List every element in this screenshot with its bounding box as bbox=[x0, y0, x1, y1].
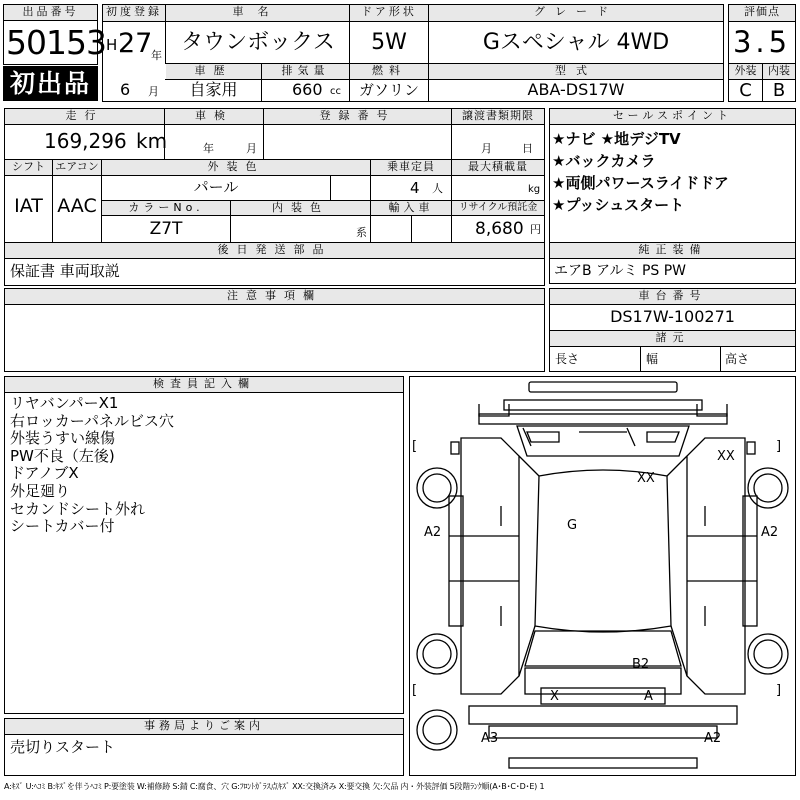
rear-step bbox=[509, 758, 697, 768]
length-label: 長さ bbox=[555, 352, 580, 366]
transfer-label: 譲渡書類期限 bbox=[452, 109, 544, 124]
legend: A:ｷｽﾞ U:ﾍｺﾐ B:ｷｽﾞを伴うﾍｺﾐ P:要塗装 W:補修跡 S:錆 C:腐食、穴 G:ﾌﾛﾝﾄｶﾞﾗｽ点ｷｽﾞ XX:交換済み X:要交換 欠:欠品 内・外装評価 5段階ﾗﾝｸ順(A･B･C･D･E) 1 bbox=[4, 782, 545, 791]
std-equipment: エアB アルミ PS PW bbox=[554, 263, 687, 279]
front-grille bbox=[504, 400, 702, 410]
height-label: 高さ bbox=[725, 352, 750, 366]
fuel: ガソリン bbox=[358, 81, 419, 99]
rear-glass bbox=[525, 631, 681, 666]
sales-point-3: ★両側パワースライドドア bbox=[552, 174, 729, 192]
mark-a2-right: A2 bbox=[761, 525, 779, 540]
first-reg-year-unit: 年 bbox=[151, 49, 162, 62]
door-label: ドア形状 bbox=[350, 5, 428, 21]
width-label: 幅 bbox=[646, 352, 659, 366]
inspector-line: セカンドシート外れ bbox=[10, 499, 146, 518]
bracket-left-front: [ bbox=[412, 439, 418, 454]
sales-point-1: ★ナビ ★地デジTV bbox=[552, 130, 681, 148]
history: 自家用 bbox=[189, 80, 238, 99]
right-body-side bbox=[687, 438, 745, 694]
mileage-label: 走行 bbox=[5, 109, 164, 124]
inspector-line: リヤバンパーX1 bbox=[10, 394, 119, 412]
mark-xx-roof: XX bbox=[637, 471, 655, 486]
door-type: 5W bbox=[371, 30, 407, 55]
later-parts: 保証書 車両取説 bbox=[10, 262, 120, 280]
inspector-line: 右ロッカーパネルビス穴 bbox=[10, 411, 174, 430]
std-equipment-label: 純正装備 bbox=[550, 243, 795, 258]
first-reg-month-unit: 月 bbox=[148, 85, 159, 98]
later-parts-label: 後日発送部品 bbox=[5, 243, 544, 258]
first-reg-month: 6 bbox=[120, 80, 131, 99]
first-reg-label: 初度登録 bbox=[103, 5, 165, 21]
capacity-unit: 人 bbox=[432, 182, 443, 195]
left-body-side bbox=[461, 438, 519, 694]
displacement-unit: cc bbox=[330, 86, 341, 97]
car-name-label: 車名 bbox=[166, 5, 349, 21]
score-label: 評価点 bbox=[729, 5, 795, 21]
rear-bumper-lower bbox=[489, 726, 717, 738]
lot-number-label: 出品番号 bbox=[4, 5, 97, 21]
mirror-left bbox=[451, 442, 459, 454]
mirror-right bbox=[747, 442, 755, 454]
mark-g-windshield: G bbox=[567, 518, 578, 533]
windshield-corner bbox=[627, 428, 635, 446]
windshield bbox=[517, 426, 689, 456]
shift: IAT bbox=[14, 195, 43, 217]
bracket-right-front: ] bbox=[776, 439, 782, 454]
ac: AAC bbox=[57, 195, 97, 217]
interior-grade-label: 内装 bbox=[763, 64, 795, 79]
transfer-month: 月 bbox=[481, 142, 492, 155]
recycle: 8,680 bbox=[475, 219, 524, 239]
dims-label: 諸元 bbox=[550, 331, 795, 346]
inspector-line: 外装うすい線傷 bbox=[10, 429, 116, 448]
first-reg-year: 27 bbox=[118, 28, 153, 59]
mark-b2-rear: B2 bbox=[632, 657, 650, 672]
mileage: 169,296 bbox=[44, 129, 127, 153]
tailgate bbox=[525, 668, 681, 694]
displacement: 660 bbox=[292, 80, 323, 99]
recycle-label: リサイクル預託金 bbox=[452, 201, 544, 215]
grade: Gスペシャル 4WD bbox=[482, 30, 670, 55]
office-note: 売切りスタート bbox=[10, 738, 116, 756]
score: 3.5 bbox=[732, 25, 792, 59]
inspection-label: 車検 bbox=[165, 109, 263, 124]
mileage-unit: km bbox=[136, 129, 168, 153]
roof bbox=[535, 470, 671, 632]
header-section bbox=[0, 0, 800, 104]
interior-grade: B bbox=[772, 80, 786, 101]
int-color-label: 内装色 bbox=[231, 201, 370, 215]
mark-x-rear-left: X bbox=[550, 689, 559, 704]
inspector-line: 外足廻り bbox=[10, 481, 71, 500]
inspector-line: シートカバー付 bbox=[10, 517, 115, 536]
office-label: 事務局よりご案内 bbox=[5, 719, 403, 734]
rear-bumper bbox=[469, 706, 737, 724]
mark-a2-rear: A2 bbox=[704, 731, 722, 746]
sales-points-section bbox=[548, 106, 800, 286]
bracket-right-rear: ] bbox=[776, 683, 782, 698]
inspector-lines bbox=[10, 395, 400, 536]
reg-number-label: 登録番号 bbox=[264, 109, 451, 124]
model-code: ABA-DS17W bbox=[527, 80, 625, 99]
front-bumper bbox=[479, 414, 727, 424]
windshield-corner bbox=[523, 428, 531, 446]
wiper-area bbox=[527, 432, 679, 442]
mark-xx-right: XX bbox=[717, 449, 735, 464]
max-load-label: 最大積載量 bbox=[452, 160, 544, 175]
capacity-label: 乗車定員 bbox=[371, 160, 451, 175]
grade-label: グレード bbox=[429, 5, 723, 21]
chassis-number: DS17W-100271 bbox=[610, 307, 735, 326]
ext-color: パール bbox=[193, 178, 239, 196]
fuel-label: 燃料 bbox=[350, 64, 428, 79]
mark-a-rear-right: A bbox=[644, 689, 653, 704]
capacity: 4 bbox=[410, 179, 420, 197]
mark-a3-rear: A3 bbox=[481, 731, 499, 746]
max-load-unit: kg bbox=[528, 184, 541, 195]
first-listing-label: 初出品 bbox=[10, 69, 92, 98]
car-name: タウンボックス bbox=[181, 30, 335, 55]
inspection-month: 月 bbox=[246, 142, 257, 155]
chassis-label: 車台番号 bbox=[550, 289, 795, 304]
color-no-label: カラーNo. bbox=[102, 201, 230, 215]
exterior-grade-label: 外装 bbox=[729, 64, 762, 79]
sales-points-label: セールスポイント bbox=[550, 109, 795, 124]
notes-label: 注意事項欄 bbox=[5, 289, 544, 304]
specs-section bbox=[0, 106, 548, 286]
inspector-line: PW不良（左後) bbox=[10, 446, 115, 465]
displacement-label: 排気量 bbox=[262, 64, 349, 79]
inspector-label: 検査員記入欄 bbox=[5, 377, 403, 392]
import-label: 輸入車 bbox=[371, 201, 451, 215]
shift-label: シフト bbox=[5, 160, 52, 175]
inspector-line: ドアノブX bbox=[10, 464, 79, 483]
color-no: Z7T bbox=[149, 219, 183, 239]
front-bumper-top bbox=[529, 382, 677, 392]
car-diagram bbox=[409, 376, 796, 776]
recycle-unit: 円 bbox=[530, 223, 541, 236]
ac-label: エアコン bbox=[53, 160, 101, 175]
pillars bbox=[519, 456, 687, 676]
sales-point-2: ★バックカメラ bbox=[552, 152, 656, 170]
int-color-suffix: 系 bbox=[356, 226, 367, 239]
model-code-label: 型式 bbox=[429, 64, 723, 79]
transfer-day: 日 bbox=[522, 142, 533, 155]
ext-color-label: 外装色 bbox=[102, 160, 370, 175]
exterior-grade: C bbox=[739, 80, 752, 101]
lot-number: 50153 bbox=[6, 23, 106, 62]
inspection-year: 年 bbox=[203, 142, 214, 155]
first-reg-era: H bbox=[106, 36, 118, 54]
mark-a2-left: A2 bbox=[424, 525, 442, 540]
bracket-left-rear: [ bbox=[412, 683, 418, 698]
sales-point-4: ★プッシュスタート bbox=[552, 196, 685, 214]
history-label: 車歴 bbox=[166, 64, 261, 79]
